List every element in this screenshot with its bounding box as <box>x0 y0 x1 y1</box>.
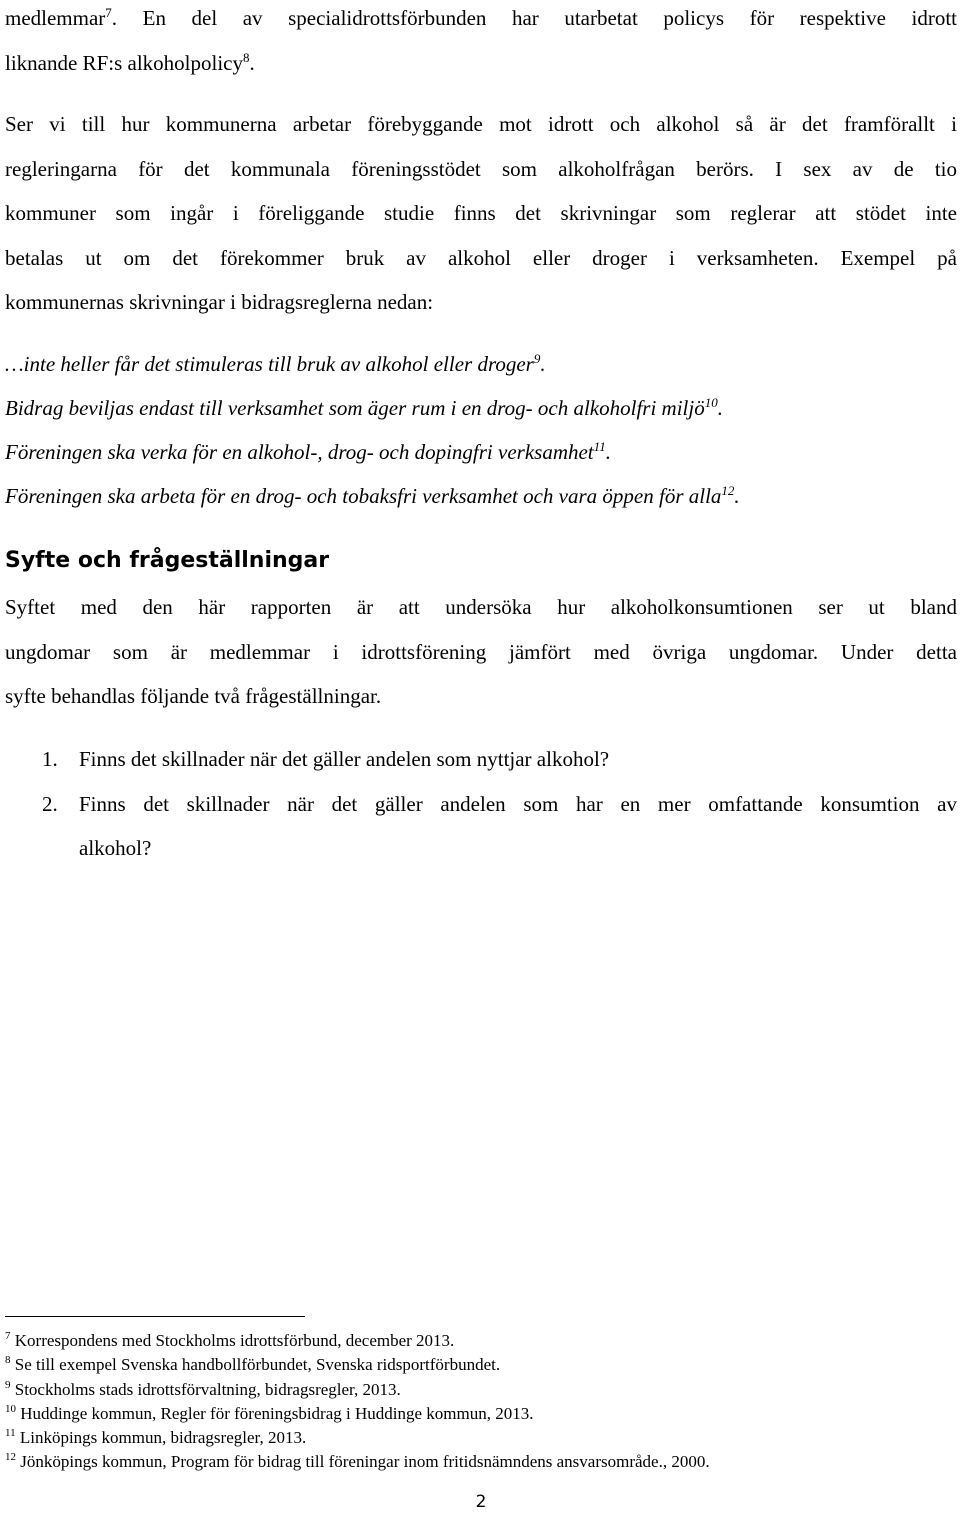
footnote-number: 11 <box>5 1427 16 1440</box>
quote-item: Föreningen ska verka för en alkohol-, drog- och dopingfri verksamhet$^{11}$. <box>5 439 611 464</box>
text-line: ungdomar som är medlemmar i idrottsförening jämfört med övriga ungdomar. Under detta <box>5 639 957 664</box>
footnote-number: 10 <box>5 1402 16 1415</box>
quote-item: Föreningen ska arbeta för en drog- och tobaksfri verksamhet och vara öppen för alla$^{12}$. <box>5 483 740 508</box>
footnote-ref[interactable]: 7 <box>105 5 112 20</box>
paragraph-intro <box>5 0 957 85</box>
text-line: syfte behandlas följande två frågeställningar. <box>5 684 382 708</box>
research-questions-list <box>5 737 957 871</box>
quote-item: Bidrag beviljas endast till verksamhet som äger rum i en drog- och alkoholfri miljö$^{10}$. <box>5 395 723 420</box>
footnote-number: 8 <box>5 1354 11 1367</box>
document-page <box>5 0 957 1517</box>
footnote-number: 12 <box>5 1451 16 1464</box>
footnote-number: 7 <box>5 1330 11 1342</box>
list-item <box>5 737 957 782</box>
footnote-ref[interactable]: 10 <box>704 395 718 410</box>
footnote: $^{12}$ Jönköpings kommun, Program för bidrag till föreningar inom fritidsnämndens ansvarsområde., 2000. <box>5 1451 710 1472</box>
footnote-ref[interactable]: 8 <box>242 49 250 65</box>
list-item-number: 2. <box>42 791 58 816</box>
text-line: medlemmar$^7$. En del av specialidrottsförbunden har utarbetat policys för respektive idrott <box>5 5 957 30</box>
text-line: regleringarna för det kommunala föreningsstödet som alkoholfrågan berörs. I sex av de tio <box>5 156 957 181</box>
section-heading: Syfte och frågeställningar <box>5 548 330 573</box>
list-item-number: 1. <box>42 747 58 771</box>
text-line: liknande RF:s alkoholpolicy$^8$. <box>5 49 255 75</box>
text-line: kommunernas skrivningar i bidragsreglerna nedan: <box>5 290 434 314</box>
paragraph-municipalities <box>5 102 957 325</box>
list-item <box>5 782 957 871</box>
footnote-number: 9 <box>5 1378 11 1391</box>
page-number: 2 <box>475 1492 487 1512</box>
footnote-ref[interactable]: 12 <box>721 483 735 498</box>
list-item-text: Finns det skillnader när det gäller andelen som nyttjar alkohol? <box>79 747 610 771</box>
text-line: Ser vi till hur kommunerna arbetar förebyggande mot idrott och alkohol så är det framförallt i <box>5 112 957 136</box>
list-item-text: alkohol? <box>79 836 152 860</box>
footnote: $^{11}$ Linköpings kommun, bidragsregler, 2013. <box>5 1427 307 1448</box>
paragraph-purpose <box>5 585 957 719</box>
quote-item: …inte heller får det stimuleras till bruk av alkohol eller droger$^9$. <box>5 351 546 376</box>
footnotes <box>5 1329 957 1475</box>
footnote-separator <box>5 1316 305 1317</box>
footnote-ref[interactable]: 9 <box>533 351 541 366</box>
list-item-text: Finns det skillnader när det gäller andelen som har en mer omfattande konsumtion av <box>79 791 957 816</box>
footnote-ref[interactable]: 11 <box>593 439 606 454</box>
text-line: betalas ut om det förekommer bruk av alkohol eller droger i verksamheten. Exempel på <box>5 245 957 270</box>
text-line: kommuner som ingår i föreliggande studie finns det skrivningar som reglerar att stödet inte <box>5 201 957 225</box>
footnote: $^9$ Stockholms stads idrottsförvaltning, bidragsregler, 2013. <box>5 1378 401 1399</box>
footnote: $^{10}$ Huddinge kommun, Regler för föreningsbidrag i Huddinge kommun, 2013. <box>5 1402 534 1423</box>
footnote: $^7$ Korrespondens med Stockholms idrottsförbund, december 2013. <box>5 1330 455 1350</box>
quote-list <box>5 342 957 518</box>
footnote: $^8$ Se till exempel Svenska handbollförbundet, Svenska ridsportförbundet. <box>5 1354 501 1375</box>
text-line: Syftet med den här rapporten är att undersöka hur alkoholkonsumtionen ser ut bland <box>5 595 957 619</box>
